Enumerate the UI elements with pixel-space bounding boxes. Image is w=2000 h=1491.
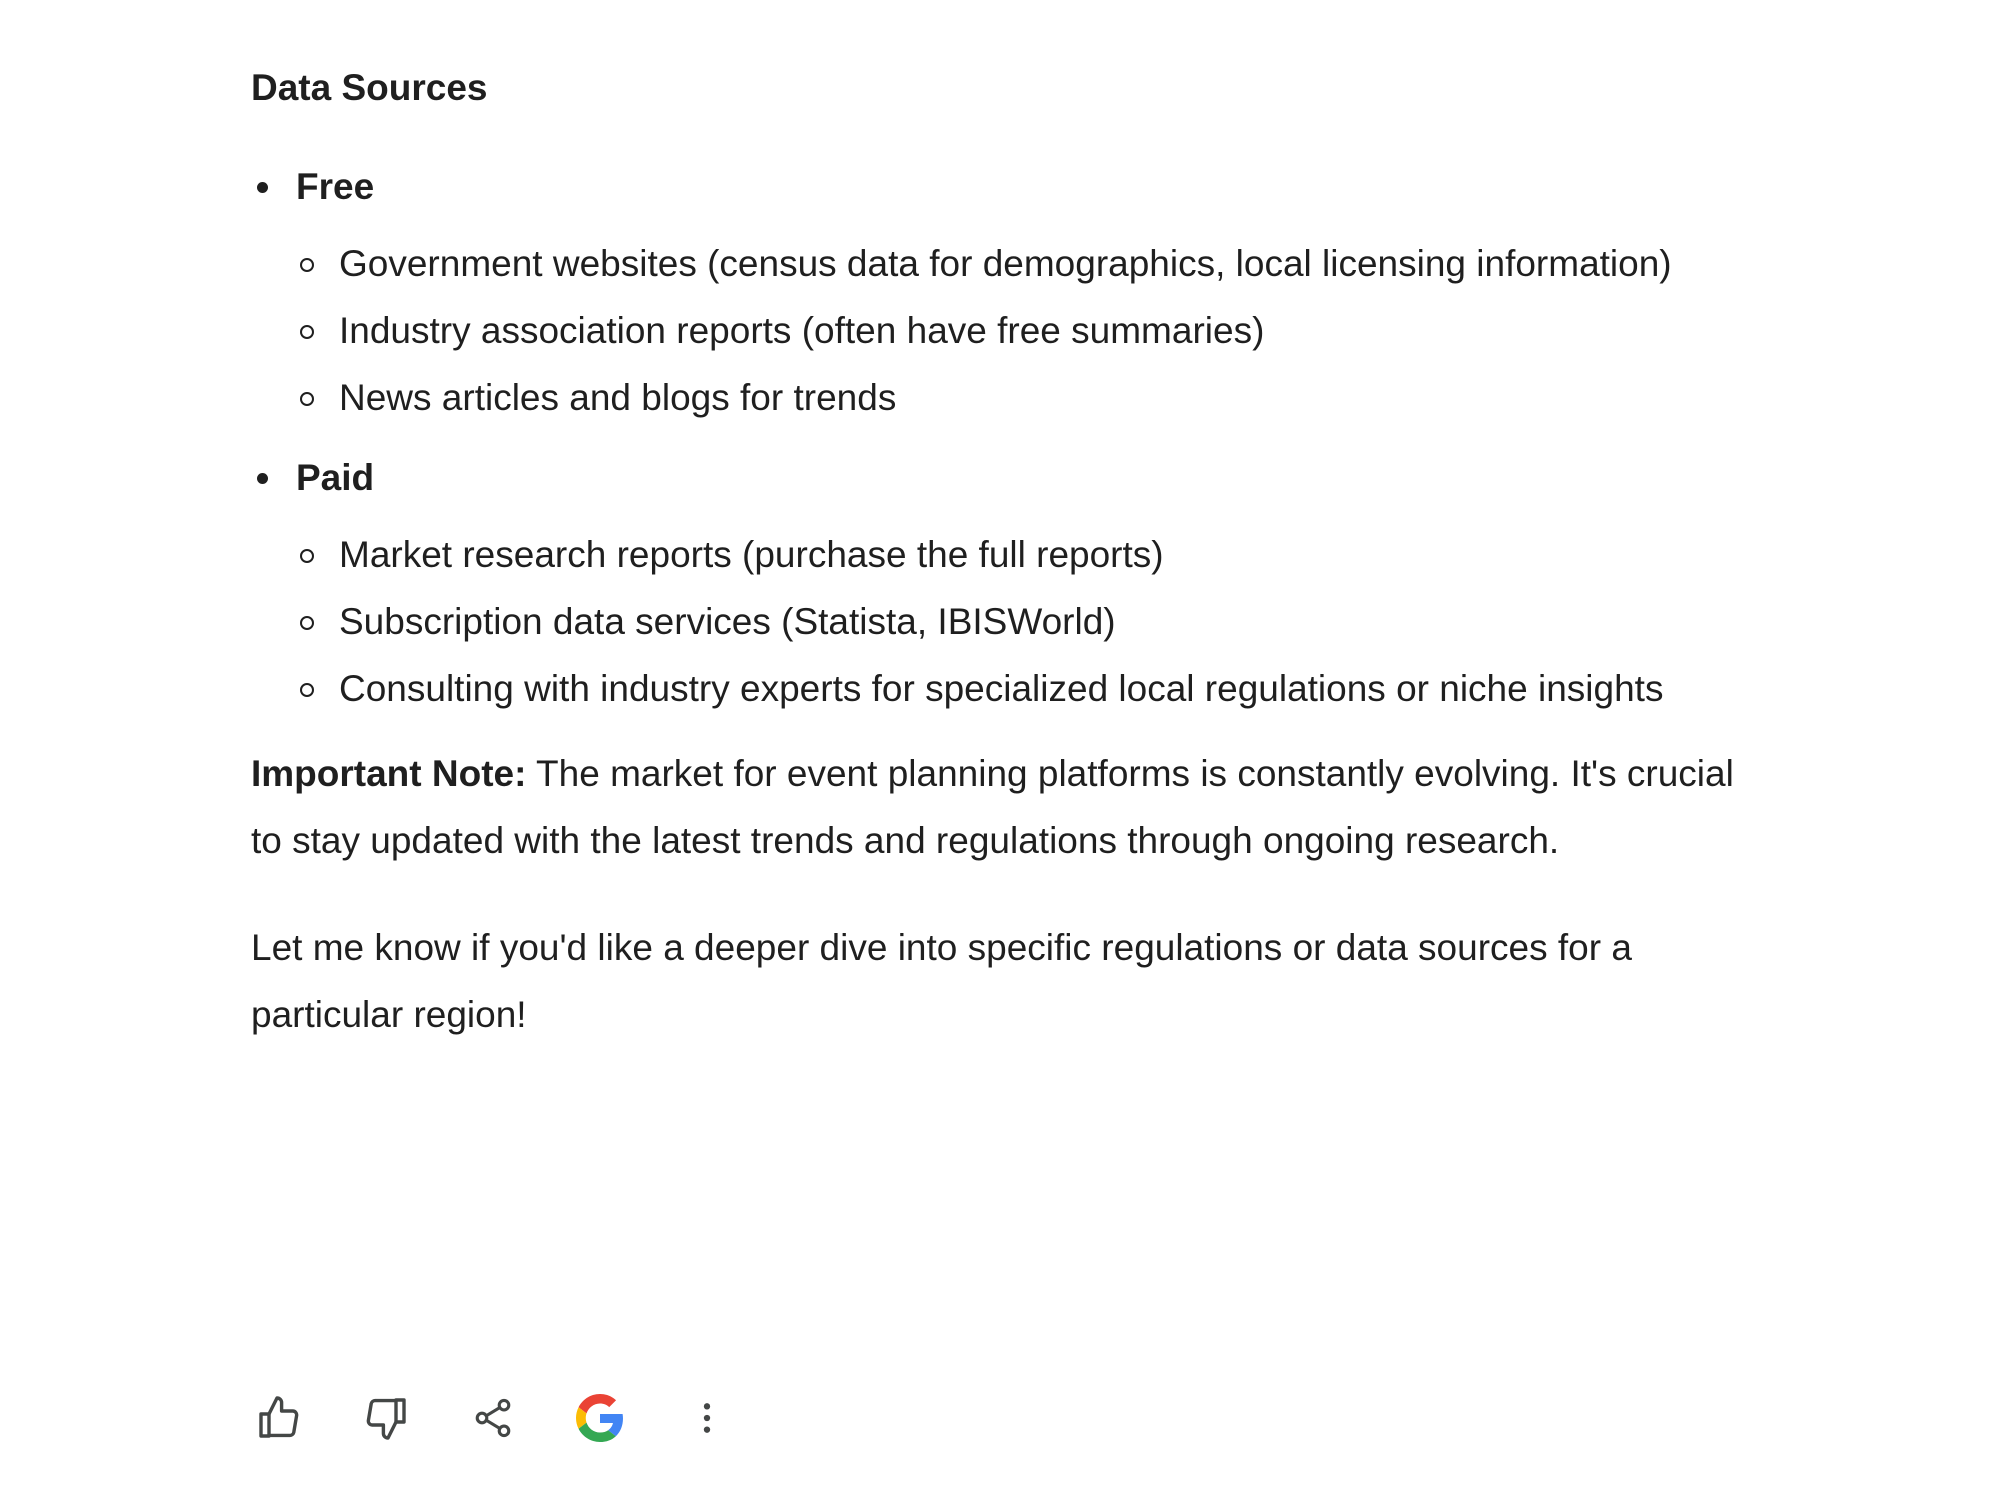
bullet-circle-icon	[300, 549, 314, 563]
list-item	[296, 655, 1771, 722]
google-icon	[576, 1394, 624, 1442]
list-item-text: Consulting with industry experts for specialized local regulations or niche insights	[339, 668, 1664, 709]
share-button[interactable]	[465, 1390, 521, 1446]
response-content	[251, 62, 1771, 1088]
free-sources-list	[296, 230, 1771, 431]
google-search-button[interactable]	[572, 1390, 628, 1446]
response-actions-bar	[251, 1390, 786, 1446]
bullet-disc-icon	[257, 182, 268, 193]
list-item	[296, 588, 1771, 655]
share-icon	[471, 1396, 515, 1440]
list-item	[296, 230, 1771, 297]
bullet-circle-icon	[300, 325, 314, 339]
paid-sources-list	[296, 521, 1771, 722]
list-item	[296, 364, 1771, 431]
source-groups-list	[251, 158, 1771, 722]
important-note-label: Important Note:	[251, 753, 527, 794]
thumbs-down-icon	[362, 1394, 410, 1442]
bullet-disc-icon	[257, 473, 268, 484]
group-label-free: Free	[296, 166, 375, 207]
bullet-circle-icon	[300, 392, 314, 406]
closing-paragraph: Let me know if you'd like a deeper dive into specific regulations or data sources for a particular region!	[251, 927, 1632, 1035]
list-item-text: Industry association reports (often have free summaries)	[339, 310, 1265, 351]
group-label-paid: Paid	[296, 457, 375, 498]
more-options-button[interactable]	[679, 1390, 735, 1446]
list-item-paid	[251, 449, 1771, 722]
list-item	[296, 297, 1771, 364]
important-note-text: The market for event planning platforms is constantly evolving. It's crucial to stay updated with the latest trends and regulations through ongoing research.	[251, 753, 1734, 861]
list-item-text: Market research reports (purchase the full reports)	[339, 534, 1164, 575]
list-item-text: News articles and blogs for trends	[339, 377, 897, 418]
list-item-text: Subscription data services (Statista, IBISWorld)	[339, 601, 1116, 642]
more-vert-icon	[687, 1398, 727, 1438]
thumbs-down-button[interactable]	[358, 1390, 414, 1446]
thumbs-up-button[interactable]	[251, 1390, 307, 1446]
list-item	[296, 521, 1771, 588]
bullet-circle-icon	[300, 258, 314, 272]
bullet-circle-icon	[300, 683, 314, 697]
section-heading: Data Sources	[251, 67, 488, 108]
list-item-free	[251, 158, 1771, 431]
thumbs-up-icon	[255, 1394, 303, 1442]
bullet-circle-icon	[300, 616, 314, 630]
important-note	[251, 740, 1771, 874]
list-item-text: Government websites (census data for demographics, local licensing information)	[339, 243, 1672, 284]
